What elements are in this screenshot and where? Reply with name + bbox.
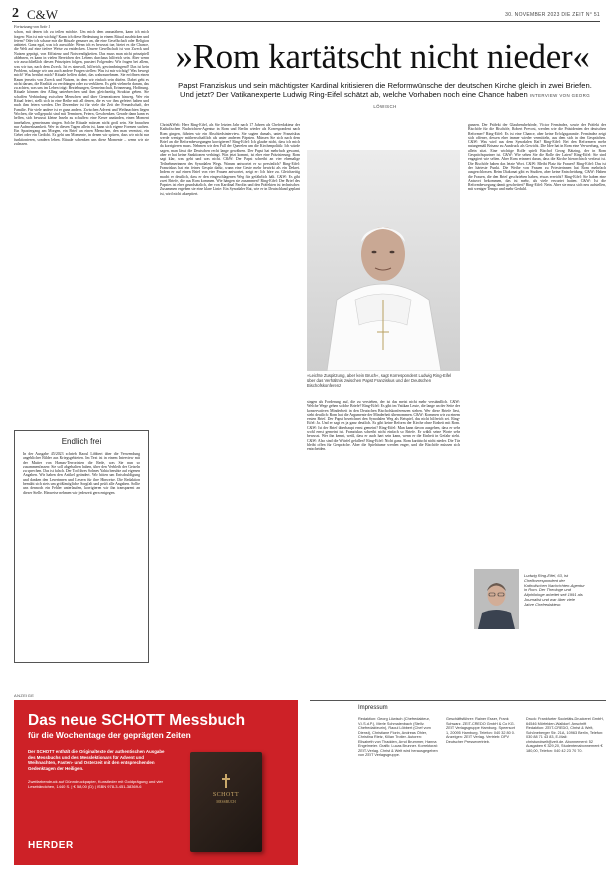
portrait-illustration — [474, 569, 519, 629]
correction-box — [14, 430, 149, 663]
interview-column-3-end — [468, 634, 606, 688]
portrait-caption: Ludwig Ring-Eifel, 63, ist Chefkorrespondent der Katholischen Nachrichten-Agentur in Rom. Der Theologe und Altphilologe arbeitet seit 1991 als Journalist und war über viele Jahre Chefredakteur. — [524, 573, 585, 607]
author-portrait — [474, 569, 519, 629]
box-text: In der Ausgabe 45/2023 schrieb Raoul Löbbert über die Verwendung angeblicher Bilder aus Kriegsgebieten. Im Text ist in einem Interview mit der Mutter von Hamas-Terroristen die Rede, was Sie nun so zusammenfassen: Sie soll abgehalten haben, über den Verbleib der Geiseln zu sprechen. Das ist falsch. Der Tod ihres Sohnes Yahia beruhte auf eigenen Angaben. Wir haben den Artikel geändert. Wir bitten um Entschuldigung und danken den Leserinnen und Lesern für ihre Hinweise. Die Redaktion bemüht sich stets um größtmögliche Sorgfalt und prüft alle Angaben. Sollte uns dennoch ein Fehler unterlaufen, korrigieren wir ihn transparent an dieser Stelle. Hinweise nehmen wir jederzeit gern entgegen. — [23, 452, 140, 495]
page-number: 2 — [12, 6, 19, 21]
section-name: C&W — [27, 7, 59, 22]
book-title: SCHOTT — [212, 792, 240, 798]
messbuch-book — [190, 752, 262, 852]
interview-column-2: singen als Forderung auf, die zu verstehen, der ist das meist nicht mehr verständlich. C&W: Welche Wege gehen solche Briefe? Ring-Eifel: Es gibt im Vatikan Leute, die lange an der Seite der konservativen Minderheit in den Deutschen Bischofskonferenzen stehen. Wer diese Briefe liest, sieht deutlich: Rom hat die Argumente der Minderheit übernommen. C&W: Kommen wir zu einem ersten Brief. Der Papst bezeichnet den Synodalen Weg als Beispiel, das nicht hilfreich sei. Ring-Eifel: Ja. Und er sagt es ja ganz deutlich. Es gibt keine Reform der Kirche ohne Einheit mit Rom. C&W: Ist der Brief überhaupt ernst gemeint? Ring-Eifel: Man kann davon ausgehen, dass er sehr wohl ernst gemeint ist. Franziskus schreibt nicht einfach so Briefe. Er wählt seine Worte sehr bewusst. Wer ihn kennt, weiß, dass er auch hart sein kann, wenn er die Einheit in Gefahr sieht. C&W: Also sind die Würfel gefallen? Ring-Eifel: Nicht ganz. Rom kartätscht nicht nieder. Die Tür bleibt offen für Gespräche. Aber die Spielräume werden enger, und die Bischöfe müssen sich entscheiden. — [307, 400, 460, 452]
imprint-column-2: Geschäftsführer: Rainer Esser, Frank Schwarz. ZEIT-CREDO GmbH & Co KG. ZEIT Verlagsgruppe Hamburg. Speersort 1, 20095 Hamburg. Telefon: 040 32 80 0. Anzeigen: ZEIT Verlag. Vertrieb: DPV Deutscher Pressevertrieb. — [446, 717, 515, 744]
ad-subtitle: für die Wochentage der geprägten Zeiten — [28, 730, 191, 740]
ad-label: ANZEIGE — [14, 693, 35, 698]
interview-column-1: Christ&Welt: Herr Ring-Eifel, als Sie letzten Jahr nach 17 Jahren als Chefredakteur der Katholischen Nachrichten-Agentur in Rom und Berlin wieder als Korrespondent nach Rom gingen, führten wir ein Abschiedsinterview. Sie sagten damals, unter Franziskus werde weniger mitherrschaftlich als unter anderen Päpsten. Müssen Sie sich nach dem Brief an die Reformbewegungen korrigieren? Ring-Eifel: Ich glaube nicht, dass ich mich da korrigieren muss. Nehmen wir den Fall der Querelen um die Kirchenpolitik: Ich würde sagen, man lässt die Deutschen recht lange gewähren. Der Papst hat mehrfach gewarnt, aber er hat keine Sanktionen verhängt. Was jetzt kommt, ist eher eine Präzisierung: Rom sagt klar, was geht und was nicht. C&W: Der Papst schreibt an vier ehemalige Teilnehmerinnen des Synodalen Wegs. Warum antwortet er so persönlich? Ring-Eifel: Franziskus hat ein feines Gespür dafür, wann eine Geste mehr bewirkt als ein Dekret. Indem er auf einen Brief von vier Frauen antwortet, zeigt er: Ich höre zu. Gleichzeitig macht er deutlich, dass er den eingeschlagenen Weg für gefährlich hält. C&W: Es gibt zwei Briefe, die aus Rom kommen. Wie hängen sie zusammen? Ring-Eifel: Der Brief des Papstes ist eher grundsätzlich, der von Kardinal Parolin und den Präfekten ist technischer. Zusammen ergeben sie eine klare Linie: Ein Synodaler Rat, wie er in Deutschland geplant ist, wird nicht akzeptiert. — [160, 123, 300, 196]
issue-date: 30. NOVEMBER 2023 DIE ZEIT N° 51 — [505, 12, 600, 18]
advertisement[interactable] — [14, 700, 298, 865]
book-subtitle: MESSBUCH — [216, 800, 236, 804]
pope-illustration — [307, 150, 460, 371]
imprint-column-3: Druck: Frankfurter Societäts-Druckerei GmbH, 64546 Mörfelden-Walldorf. Anschrift Redaktion: ZEIT-CREDO, Christ & Welt, Schöneberger Str. 21A, 10963 Berlin, Telefon: 030 88 71 43 83, E-Mail: christundwelt@zeit.de. Abonnement: 52 Ausgaben € 329,20, Studentenabonnement € 180,00, Telefon: 040 42 23 70 70. — [526, 717, 604, 753]
photo-caption: »Leichte Zuspitzung, aber kein Bruch«, sagt Korrespondent Ludwig Ring-Eifel über das Verhältnis zwischen Papst Franziskus und der Deutschen Bischofskonferenz — [307, 373, 452, 388]
herder-logo: HERDER — [28, 840, 74, 851]
pope-photo — [307, 150, 460, 371]
imprint — [310, 700, 606, 865]
imprint-title: Impressum — [358, 705, 388, 711]
ad-details: Zweifarbendruck auf Dünndruckpapier, Kunstleder mit Goldprägung und vier Lesebändchen, 1440 S. | € 58,00 (D) | ISBN 978-3-451-38369-6 — [28, 779, 163, 789]
cross-icon — [221, 774, 231, 788]
box-title: Endlich frei — [61, 437, 102, 446]
left-column-text: schon, mit denen ich zu teilen möchte. Um mich dem anzunähern, kann ich mich fragen: Was ist mir wichtig? Kann ich diese Bedeutung in einem Ritual ausdrücken und feiern? Oder ich schaue mir die Rituale genauer an, die eine Gesellschaft oder Religion anbietet. Ganz egal, was ich auswähle: Wenn ich es bewusst tue, bietet es die Chance, die Welt auf eine tiefere Weise zu entdecken. Unsere Gesellschaft ist von Zweck und Nutzen geprägt, von Effizienz und Notwendigkeiten. Das muss man nicht prinzipiell ablehnen, es kann in vielen Bereichen des Lebens durchaus hilfreich sein. Aber wenn wir ausschließlich diesen Prinzipien folgen, passiert Folgendes: Wir fragen bei allem, was wir tun, nach dem Zweck. Ist es sinnvoll, hilfreich, gewinnbringend? Das ist kein Problem, solange wir uns auch andere Fragen stellen: Was ist mir wichtig? Was bewegt mich? Was berührt mich? Rituale helfen dabei, das wahrzunehmen. Sie eröffnen einen Raum jenseits von Zweck und Nutzen, in dem wir einfach sein dürfen. Dabei geht es nicht darum, die Realität zu verdrängen oder zu verklären. Es geht vielmehr darum, das zu achten, was uns im Leben trägt: Beziehungen, Gemeinschaft, Erinnerung, Hoffnung. Rituale können den Alltag unterbrechen und ihm gleichzeitig Struktur geben. Sie schaffen Verbindung zwischen Menschen und über Generationen hinweg. Wer ein Ritual feiert, stellt sich in eine Reihe mit all denen, die es vor ihm gefeiert haben und nach ihm feiern werden. Der Dezember ist für viele die Zeit der Freundschaft, der Familie. Für viele andere ist er ganz anders. Zwischen Advent und Weihnachten liegen Wochen, die vollgepackt sind mit Terminen, Feiern, Geschenken. Gerade dann kann es helfen, sich bewusst kleine Inseln zu schaffen: eine Kerze anzünden, einen Moment innehalten, gemeinsam singen. Solche Rituale müssen nicht groß sein. Sie brauchen nur Aufmerksamkeit. Wer in diesen Tagen allein ist, kann sich eigene Formen suchen. Ein Spaziergang am Morgen, ein Brief an einen Menschen, den man vermisst, ein Gebet oder ein Gedicht. Es geht um Momente, in denen wir spüren, dass wir nicht nur funktionieren, sondern leben. Rituale schenken uns diese Momente – wenn wir sie zulassen. — [14, 30, 149, 147]
page-header — [12, 6, 600, 22]
deck — [175, 81, 595, 111]
interview-column-3: ganzen. Der Präfekt der Glaubensbehörde, Víctor Fernández, sowie der Präfekt der Bischöfe für die Bischöfe, Robert Prevost, werden wie die Präsidenten der deutschen Reformer? Ring-Eifel: Es ist eine Chance, aber keine Erfolgsgarantie. Fernández zeigt sich offener, dessen eher immer wieder vermitteln, aus dem sich in den Gesprächen. C&W: Was wird aus dem Synodalen Rat? Ring-Eifel: Bei den Reformern mehr naturgemäß Brisanz zu Ausdruck als Gewicht. Die Idee hat in Rom eine Verwerfung, wer allein sitzt. Eine wichtige Rolle spielt Bischof Georg Bätzing, der in Rom Gesprächspartner ist. C&W: Wie sehen Sie die Rolle der Laien? Ring-Eifel: Sie sind engagiert wie selten. Aber Rom erinnert daran, dass die Kirche hierarchisch verfasst ist. Die Bischöfe haben das letzte Wort. C&W: Bleibt Platz für Frauen? Ring-Eifel: Das ist der härteste Punkt. Die Weihe von Frauen zu Priesterinnen hat Rom mehrfach ausgeschlossen. Beim Diakonat gibt es Studien, aber keine Entscheidung. C&W: Haben die Frauen, die den Brief geschrieben haben, etwas erreicht? Ring-Eifel: Sie haben eine Antwort bekommen, das ist mehr, als viele erwartet hatten. C&W: Ist die Reformbewegung damit gescheitert? Ring-Eifel: Nein. Aber sie muss sich neu aufstellen, mit weniger Tempo und mehr Geduld. — [468, 123, 606, 192]
byline: INTERVIEW VON GEORG LÖWISCH — [373, 93, 591, 109]
ad-title: Das neue SCHOTT Messbuch — [28, 712, 246, 729]
ad-body: Der SCHOTT enthält die Originaltexte der authentischen Ausgabe des Messbuchs und des Messlektionars für Advent und Weihnachten, Fasten- und Osterzeit mit den entsprechenden Gedenktagen der Heiligen. — [28, 749, 165, 771]
continuation-note: Fortsetzung von Seite 1 — [14, 25, 51, 29]
left-column — [14, 25, 149, 426]
deck-text: Papst Franziskus und sein mächtigster Kardinal kritisieren die Reformwünsche der deutschen Kirche gleich in zwei Briefen. Und jetzt? Der Vatikanexperte Ludwig Ring-Eifel schätzt ab, welche Vorhaben noch eine Chance haben — [178, 81, 592, 100]
imprint-column-1: Redaktion: Georg Löwisch (Chefredakteur, V.i.S.d.P.), Merle Schmalenbach (Stellv. Chefredakteurin), Raoul Löbbert (Chef vom Dienst), Christiane Florin, Andreas Öhler, Christina Rietz, Kilian Trotier. Autoren: Elisabeth von Thadden, Arnd Brummer, Hanna Engelmeier. Grafik: Lucas Brunner. Korrektorat: ZEIT-Verlag. Christ & Welt wird herausgegeben von ZEIT Verlagsgruppe. — [358, 717, 438, 757]
headline: »Rom kartätscht nicht nieder« — [175, 37, 590, 76]
